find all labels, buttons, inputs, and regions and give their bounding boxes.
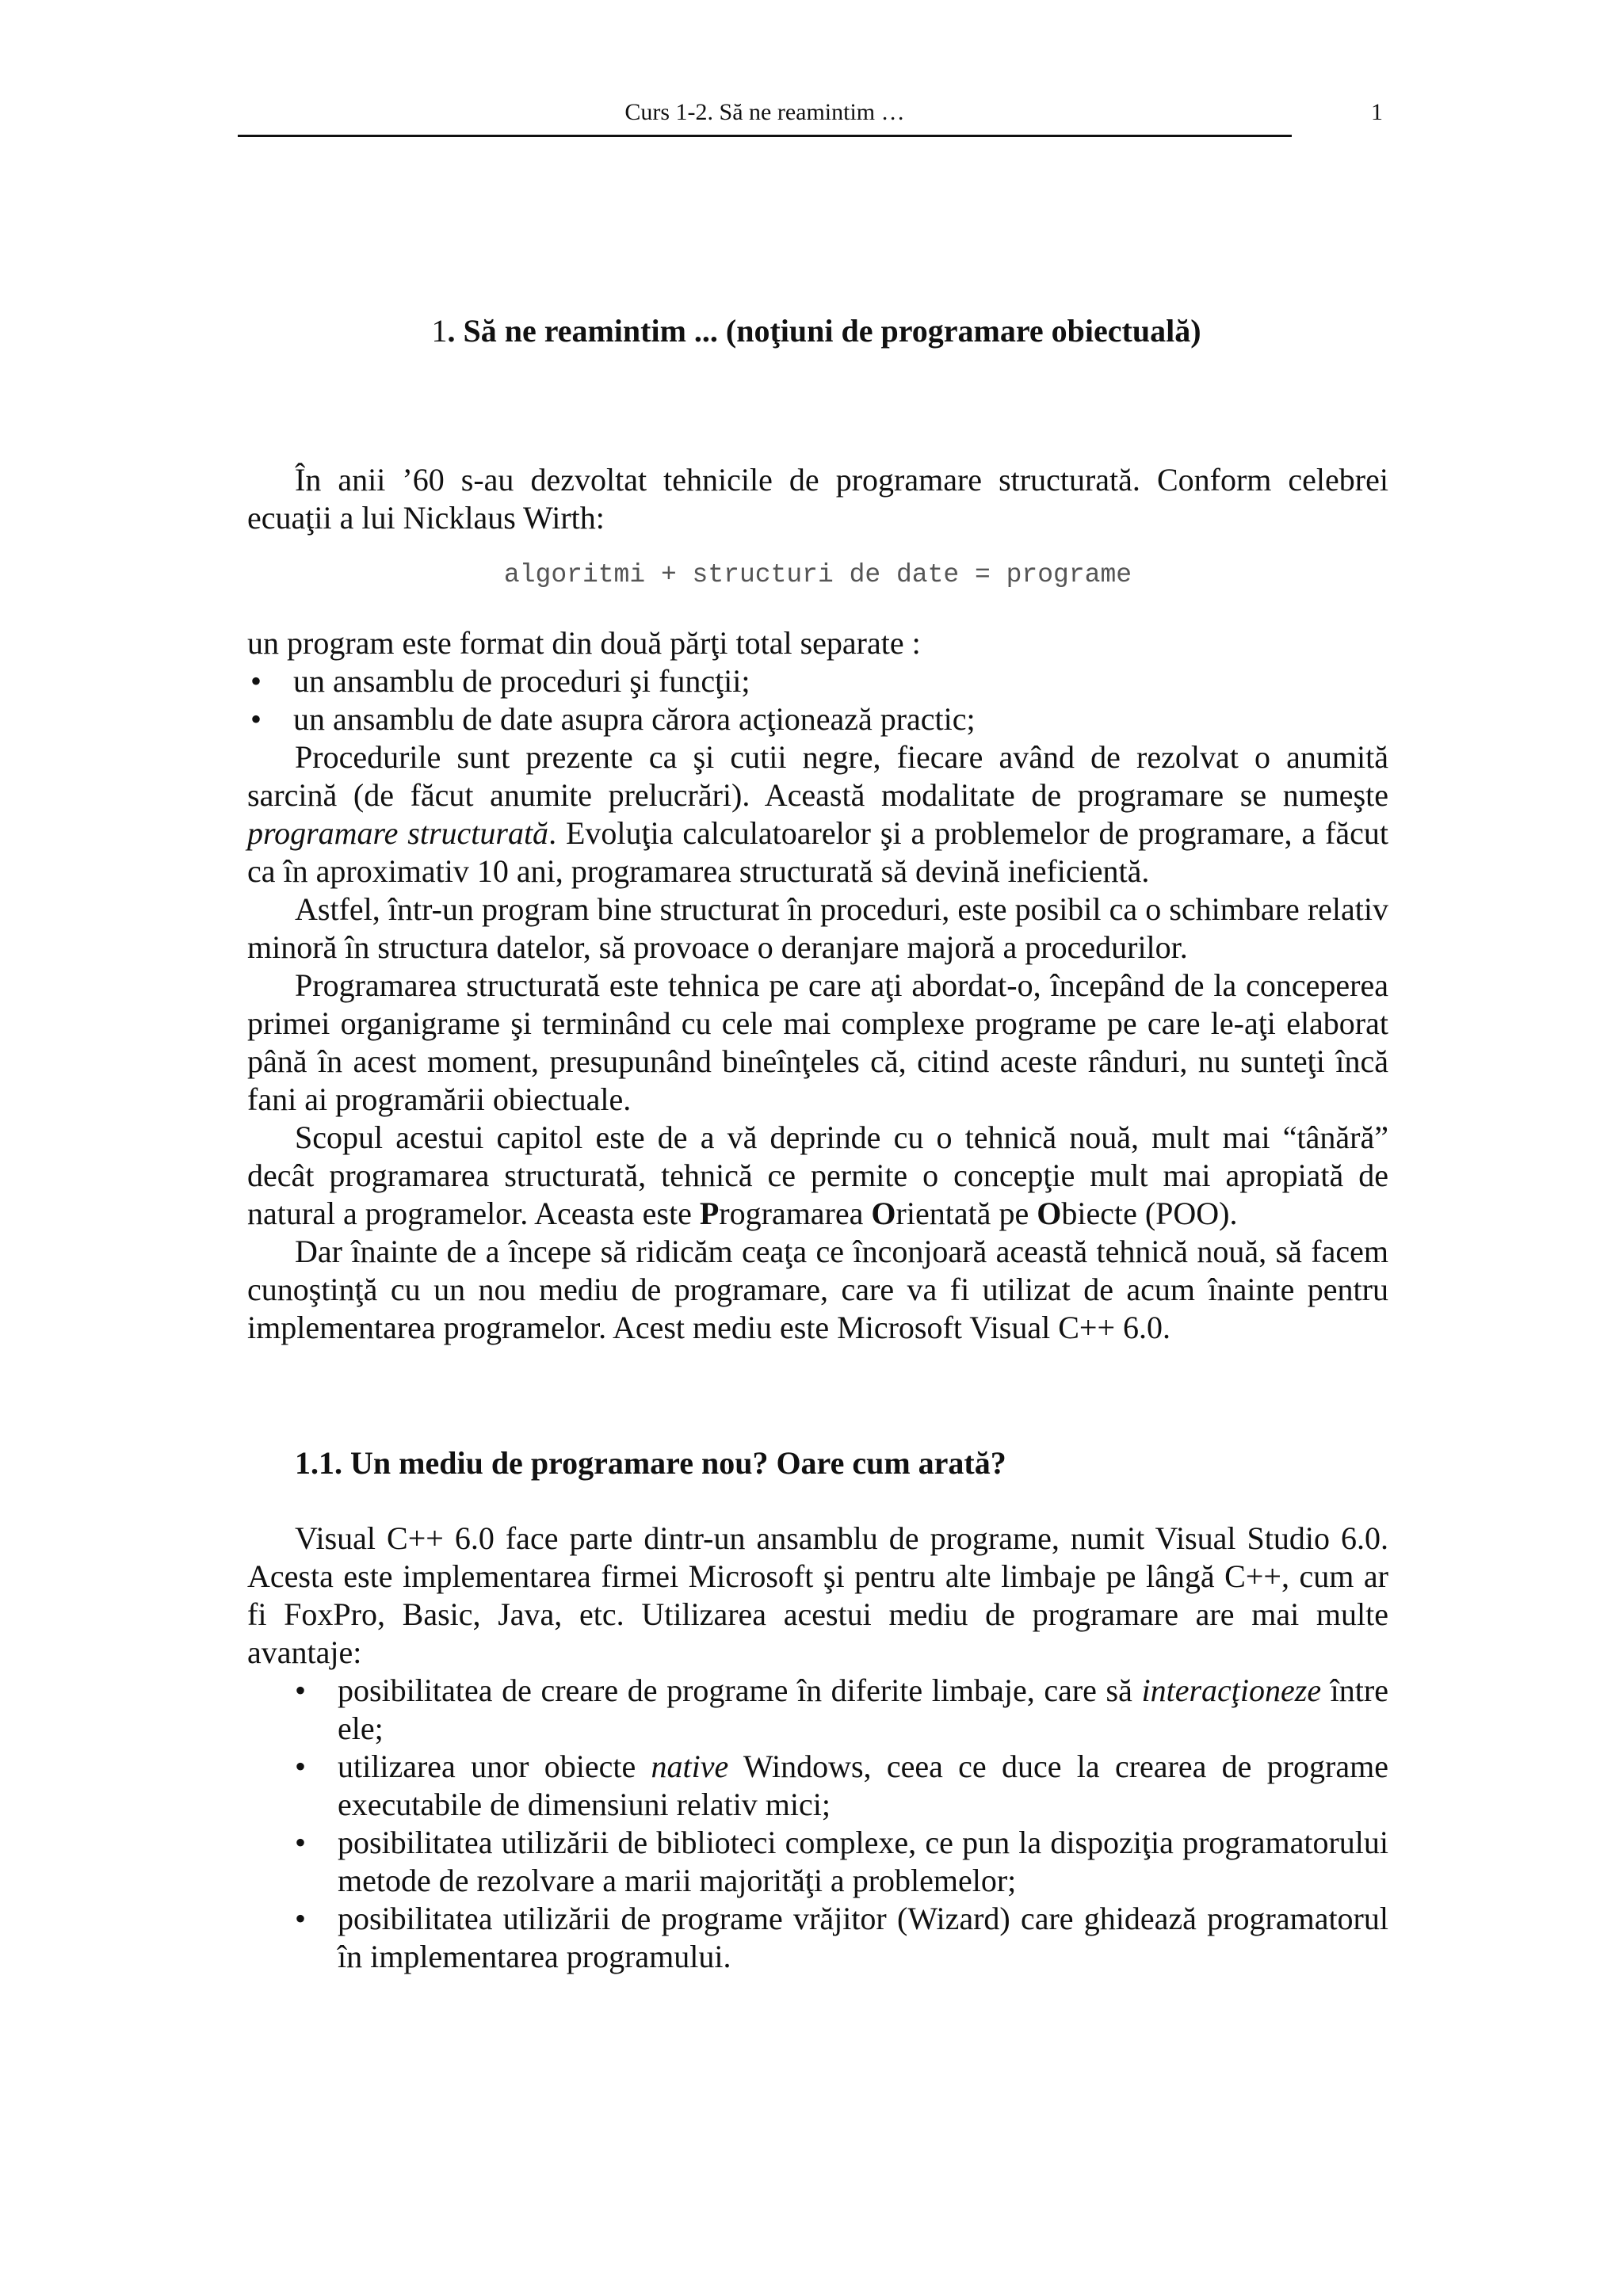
advantages-list	[292, 1672, 1388, 1976]
page-number: 1	[1371, 99, 1383, 125]
page-body	[247, 461, 1388, 1976]
text-run: biecte (POO).	[1061, 1196, 1238, 1231]
list-item	[292, 1748, 1388, 1824]
running-header: Curs 1-2. Să ne reamintim …	[624, 99, 905, 125]
section-heading-1-1: 1.1. Un mediu de programare nou? Oare cum arată?	[295, 1445, 1006, 1481]
section-paragraph-1: Visual C++ 6.0 face parte dintr-un ansamblu de programe, numit Visual Studio 6.0. Acesta este implementarea firmei Microsoft şi pentru alte limbaje pe lângă C++, cum ar fi FoxPro, Basic, Java, etc. Utilizarea acestui mediu de programare are mai multe avantaje:	[247, 1520, 1388, 1670]
list-item	[292, 1672, 1388, 1748]
intro-paragraph-5: Programarea structurată este tehnica pe care aţi abordat-o, începând de la conceperea primei organigrame şi terminând cu cele mai complexe programe pe care le-aţi elaborat până în acest moment, presupunând bineînţeles că, citind aceste rânduri, nu sunteţi încă fani ai programării obiectuale.	[247, 967, 1388, 1117]
chapter-number: 1	[431, 313, 448, 349]
bold-initial: O	[1037, 1196, 1062, 1231]
text-run: utilizarea unor obiecte	[338, 1749, 651, 1784]
text-run: . Evoluţia calculatoarelor şi a problemelor de programare, a făcut ca în aproximativ 10 ani, programarea structurată să devină ineficientă.	[247, 815, 1388, 889]
text-run: posibilitatea de creare de programe în diferite limbaje, care să	[338, 1672, 1142, 1708]
list-item: • un ansamblu de proceduri şi funcţii;	[247, 662, 1388, 700]
chapter-title	[238, 311, 1395, 352]
intro-paragraph-2: un program este format din două părţi total separate :	[247, 625, 921, 661]
list-item: • posibilitatea utilizării de biblioteci complexe, ce pun la dispoziţia programatorului metode de rezolvare a marii majorităţi a problemelor;	[292, 1824, 1388, 1900]
chapter-title-text: . Să ne reamintim ... (noţiuni de programare obiectuală)	[447, 313, 1201, 349]
intro-paragraph-1: În anii ’60 s-au dezvoltat tehnicile de programare structurată. Conform celebrei ecuaţii a lui Nicklaus Wirth:	[247, 462, 1388, 536]
list-item: • un ansamblu de date asupra cărora acţionează practic;	[247, 700, 1388, 738]
emphasis-term: programare structurată	[247, 815, 549, 851]
bold-initial: P	[699, 1196, 720, 1231]
intro-paragraph-3	[247, 738, 1388, 891]
intro-paragraph-7: Dar înainte de a începe să ridicăm ceaţa ce înconjoară această tehnică nouă, să facem cunoştinţă cu un nou mediu de programare, care va fi utilizat de acum înainte pentru implementarea programelor. Acest mediu este Microsoft Visual C++ 6.0.	[247, 1234, 1388, 1345]
list-item: • posibilitatea utilizării de programe vrăjitor (Wizard) care ghidează programatorul în implementarea programului.	[292, 1900, 1388, 1976]
text-run: rogramarea	[719, 1196, 872, 1231]
text-run: între ele;	[338, 1672, 1388, 1746]
wirth-formula: algoritmi + structuri de date = programe	[503, 560, 1132, 589]
text-run: Procedurile sunt prezente ca şi cutii negre, fiecare având de rezolvat o anumită sarcină (de făcut anumite prelucrări). Această modalitate de programare se numeşte	[247, 739, 1388, 813]
emphasis-term: native	[651, 1749, 729, 1784]
emphasis-term: interacţioneze	[1141, 1672, 1322, 1708]
text-run: rientată pe	[896, 1196, 1037, 1231]
text-run: Scopul acestui capitol este de a vă deprinde cu o tehnică nouă, mult mai “tânără” decât programarea structurată, tehnică ce permite o concepţie mult mai apropiată de natural a programelor. Aceasta este	[247, 1119, 1388, 1231]
intro-paragraph-6	[247, 1119, 1388, 1233]
bold-initial: O	[871, 1196, 896, 1231]
text-run: Windows, ceea ce duce la crearea de programe executabile de dimensiuni relativ mici;	[338, 1749, 1388, 1822]
intro-paragraph-4: Astfel, într-un program bine structurat în proceduri, este posibil ca o schimbare relativ minoră în structura datelor, să provoace o deranjare majoră a procedurilor.	[247, 891, 1388, 965]
header-divider	[238, 135, 1292, 137]
program-parts-list	[247, 662, 1388, 738]
